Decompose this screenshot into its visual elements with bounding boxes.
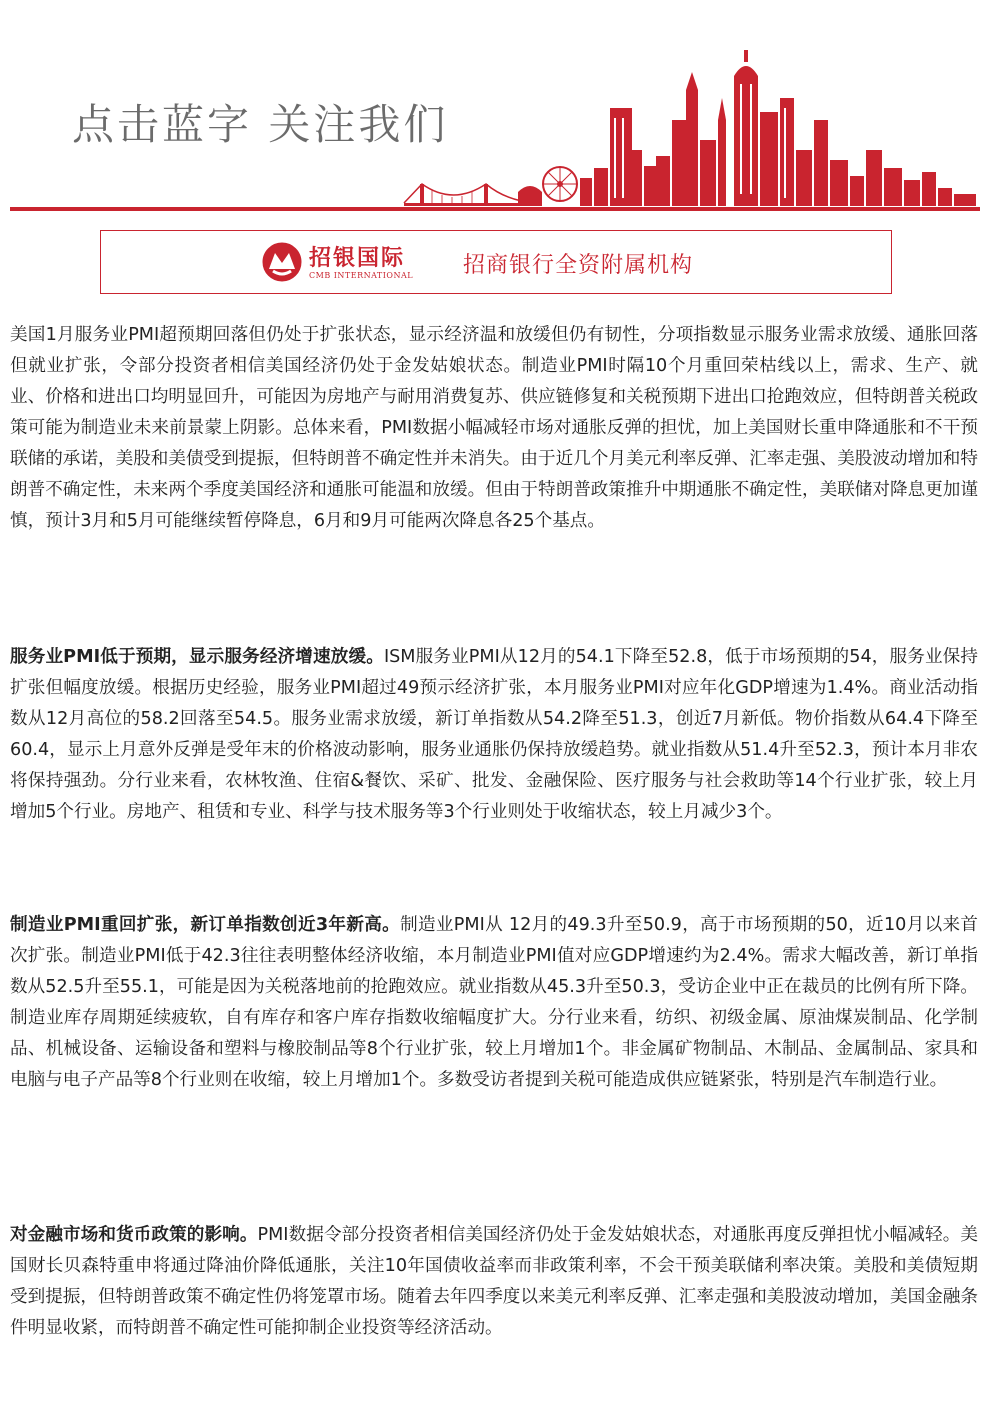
manufacturing-paragraph (10, 910, 978, 1096)
header-title: 点击蓝字 关注我们 (72, 100, 449, 149)
markets-lead: 对金融市场和货币政策的影响。 (10, 1225, 258, 1245)
header (0, 0, 992, 215)
cmb-logo-icon (261, 241, 303, 283)
brand-banner (100, 230, 892, 294)
logo-chinese-name: 招银国际 (309, 245, 406, 271)
banner-slogan: 招商银行全资附属机构 (463, 253, 694, 278)
services-lead: 服务业PMI低于预期，显示服务经济增速放缓。 (10, 647, 384, 667)
manufacturing-lead: 制造业PMI重回扩张，新订单指数创近3年新高。 (10, 915, 401, 935)
markets-paragraph (10, 1220, 978, 1344)
services-paragraph (10, 642, 978, 828)
intro-paragraph: 美国1月服务业PMI超预期回落但仍处于扩张状态，显示经济温和放缓但仍有韧性，分项指数显示服务业需求放缓、通胀回落但就业扩张，令部分投资者相信美国经济仍处于金发姑娘状态。制造业PMI时隔10个月重回荣枯线以上，需求、生产、就业、价格和进出口均明显回升，可能因为房地产与耐用消费复苏、供应链修复和关税预期下进出口抢跑效应，但特朗普关税政策可能为制造业未来前景蒙上阴影。总体来看，PMI数据小幅减轻市场对通胀反弹的担忧，加上美国财长重申降通胀和不干预联储的承诺，美股和美债受到提振，但特朗普不确定性并未消失。由于近几个月美元利率反弹、汇率走强、美股波动增加和特朗普不确定性，未来两个季度美国经济和通胀可能温和放缓。但由于特朗普政策推升中期通胀不确定性，美联储对降息更加谨慎，预计3月和5月可能继续暂停降息，6月和9月可能两次降息各25个基点。 (10, 325, 978, 531)
markets-body: PMI数据令部分投资者相信美国经济仍处于金发姑娘状态，对通胀再度反弹担忧小幅减轻。美国财长贝森特重申将通过降油价降低通胀，关注10年国债收益率而非政策利率，不会干预美联储利率决策。美股和美债短期受到提振，但特朗普政策不确定性仍将笼罩市场。随着去年四季度以来美元利率反弹、汇率走强和美股波动增加，美国金融条件明显收紧，而特朗普不确定性可能抑制企业投资等经济活动。 (10, 1225, 978, 1338)
services-body: ISM服务业PMI从12月的54.1下降至52.8，低于市场预期的54，服务业保持扩张但幅度放缓。根据历史经验，服务业PMI超过49预示经济扩张，本月服务业PMI对应年化GDP增速为1.4%。商业活动指数从12月高位的58.2回落至54.5。服务业需求放缓，新订单指数从54.2降至51.3，创近7月新低。物价指数从64.4下降至60.4，显示上月意外反弹是受年末的价格波动影响，服务业通胀仍保持放缓趋势。就业指数从51.4升至52.3，预计本月非农将保持强劲。分行业来看，农林牧渔、住宿&餐饮、采矿、批发、金融保险、医疗服务与社会救助等14个行业扩张，较上月增加5个行业。房地产、租赁和专业、科学与技术服务等3个行业则处于收缩状态，较上月减少3个。 (10, 647, 979, 822)
logo-english-name: CMB INTERNATIONAL (309, 271, 414, 280)
manufacturing-body: 制造业PMI从 12月的49.3升至50.9，高于市场预期的50，近10月以来首次扩张。制造业PMI低于42.3往往表明整体经济收缩，本月制造业PMI值对应GDP增速约为2.4%。需求大幅改善，新订单指数从52.5升至55.1，可能是因为关税落地前的抢跑效应。就业指数从45.3升至50.3，受访企业中正在裁员的比例有所下降。制造业库存周期延续疲软，自有库存和客户库存指数收缩幅度扩大。分行业来看，纺织、初级金属、原油煤炭制品、化学制品、机械设备、运输设备和塑料与橡胶制品等8个行业扩张，较上月增加1个。非金属矿物制品、木制品、金属制品、家具和电脑与电子产品等8个行业则在收缩，较上月增加1个。多数受访者提到关税可能造成供应链紧张，特别是汽车制造行业。 (10, 915, 978, 1090)
